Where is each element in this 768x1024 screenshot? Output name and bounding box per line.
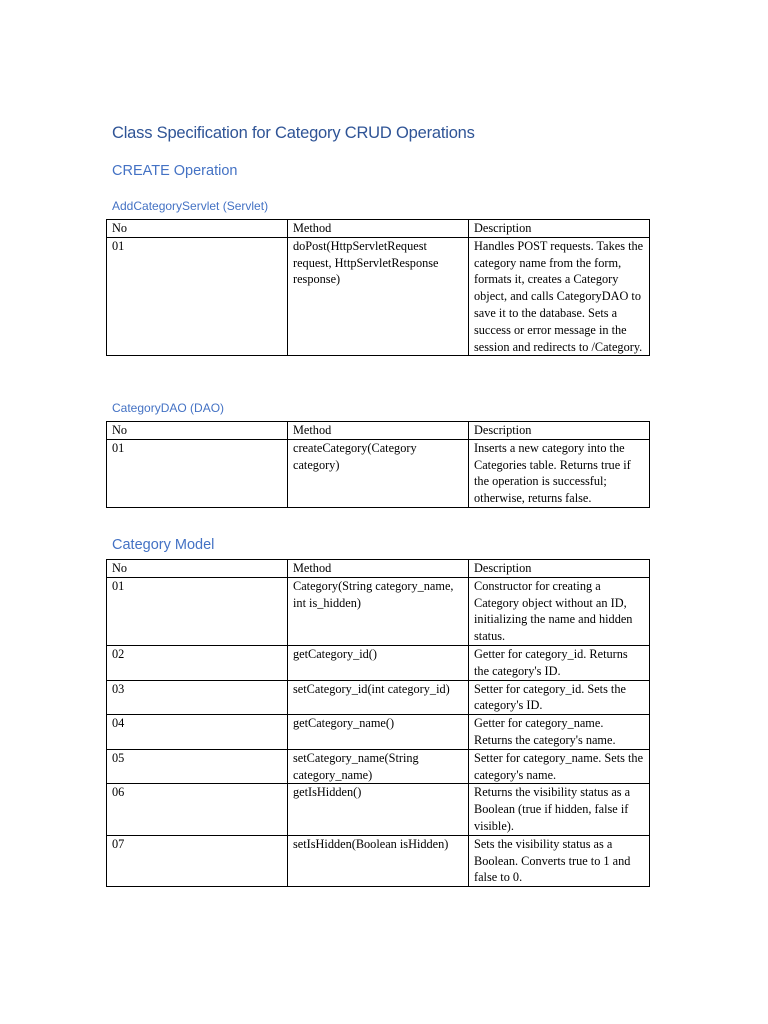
row-description: Constructor for creating a Category object without an ID, initializing the name and hidden status. [469,577,650,645]
header-no: No [107,422,288,440]
row-method: Category(String category_name, int is_hidden) [288,577,469,645]
row-description: Setter for category_id. Sets the category's ID. [469,680,650,715]
row-no: 01 [107,577,288,645]
row-method: getCategory_id() [288,645,469,680]
row-method: doPost(HttpServletRequest request, HttpServletResponse response) [288,237,469,356]
table-row [107,237,650,356]
dao-table [106,421,650,508]
row-method: setCategory_name(String category_name) [288,749,469,784]
header-description: Description [469,560,650,578]
row-no: 03 [107,680,288,715]
header-method: Method [288,560,469,578]
row-method: createCategory(Category category) [288,439,469,507]
row-method: setCategory_id(int category_id) [288,680,469,715]
table-header-row [107,560,650,578]
row-description: Getter for category_name. Returns the category's name. [469,715,650,750]
table-row [107,577,650,645]
category-model-heading: Category Model [112,537,215,553]
table-row [107,645,650,680]
header-method: Method [288,422,469,440]
row-description: Handles POST requests. Takes the category name from the form, formats it, creates a Category object, and calls CategoryDAO to save it to the database. Sets a success or error message in the session and redirects to /Category. [469,237,650,356]
row-method: getCategory_name() [288,715,469,750]
table-row [107,715,650,750]
header-method: Method [288,220,469,238]
row-no: 07 [107,835,288,886]
header-no: No [107,560,288,578]
table-header-row [107,220,650,238]
row-description: Setter for category_name. Sets the category's name. [469,749,650,784]
row-method: getIsHidden() [288,784,469,835]
row-description: Getter for category_id. Returns the category's ID. [469,645,650,680]
servlet-heading: AddCategoryServlet (Servlet) [112,199,269,213]
header-no: No [107,220,288,238]
table-row [107,680,650,715]
create-operation-heading: CREATE Operation [112,163,238,179]
row-no: 01 [107,439,288,507]
row-no: 05 [107,749,288,784]
table-row [107,784,650,835]
servlet-table [106,219,650,356]
header-description: Description [469,422,650,440]
page-title: Class Specification for Category CRUD Operations [112,124,475,142]
row-no: 04 [107,715,288,750]
row-description: Inserts a new category into the Categories table. Returns true if the operation is successful; otherwise, returns false. [469,439,650,507]
row-no: 02 [107,645,288,680]
model-table [106,559,650,887]
table-row [107,835,650,886]
row-no: 01 [107,237,288,356]
header-description: Description [469,220,650,238]
dao-heading: CategoryDAO (DAO) [112,401,225,415]
table-row [107,439,650,507]
table-header-row [107,422,650,440]
row-description: Sets the visibility status as a Boolean. Converts true to 1 and false to 0. [469,835,650,886]
table-row [107,749,650,784]
row-method: setIsHidden(Boolean isHidden) [288,835,469,886]
row-description: Returns the visibility status as a Boolean (true if hidden, false if visible). [469,784,650,835]
row-no: 06 [107,784,288,835]
